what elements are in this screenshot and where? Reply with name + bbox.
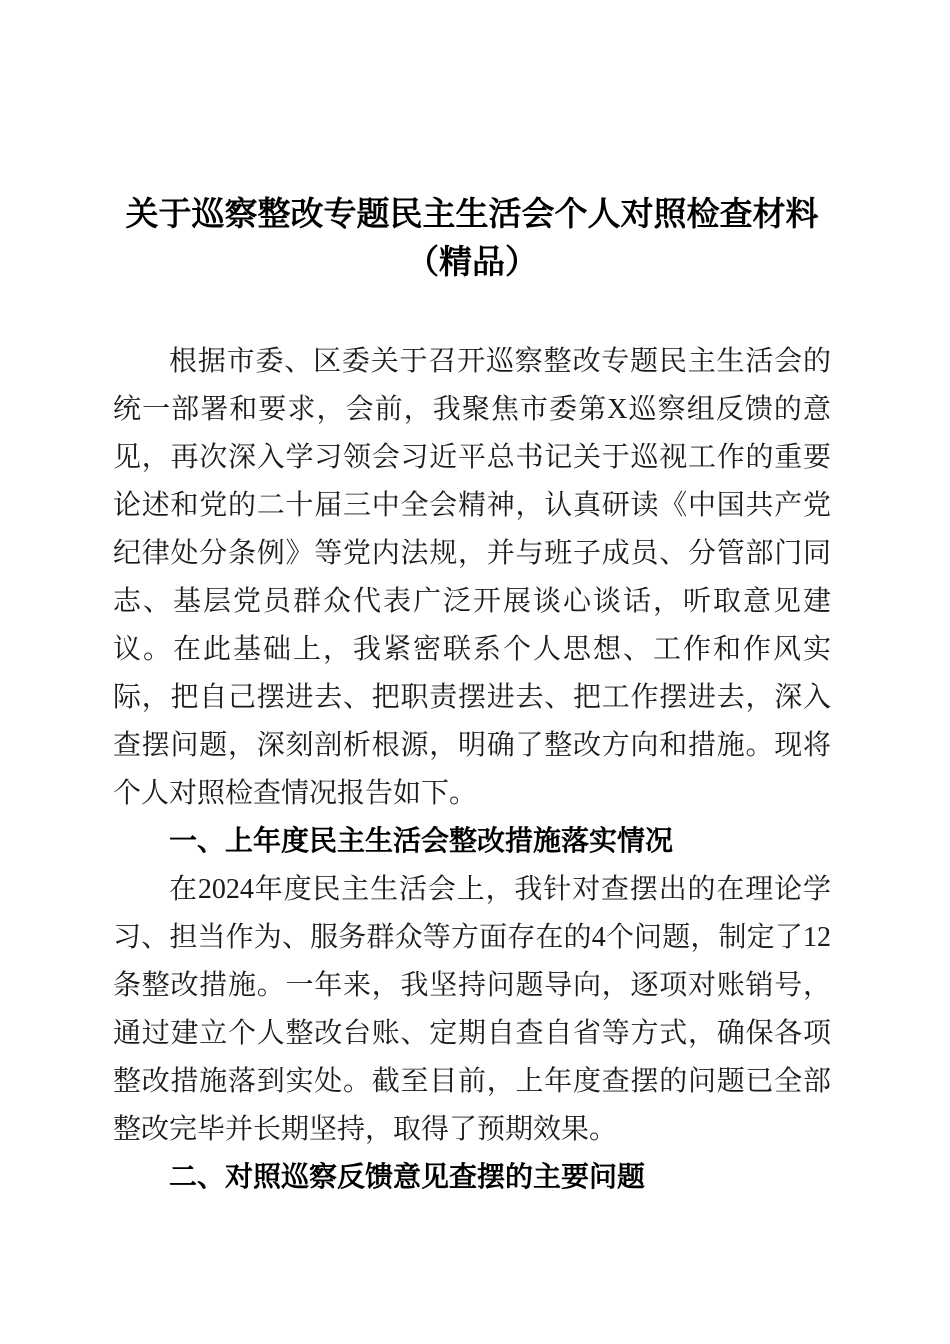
document-content — [113, 0, 831, 1202]
page-title-line-2: （精品） — [406, 243, 538, 280]
page-title — [113, 0, 831, 286]
heading-section-one: 一、上年度民主生活会整改措施落实情况 — [169, 826, 674, 857]
page-title-line-1: 关于巡察整改专题民主生活会个人对照检查材料 — [125, 195, 819, 232]
heading-section-two: 二、对照巡察反馈意见查摆的主要问题 — [169, 1162, 646, 1193]
section-one-paragraph: 在2024年度民主生活会上，我针对查摆出的在理论学习、担当作为、服务群众等方面存在的4个问题，制定了12条整改措施。一年来，我坚持问题导向，逐项对账销号，通过建立个人整改台账、定期自查自省等方式，确保各项整改措施落到实处。截至目前，上年度查摆的问题已全部整改完毕并长期坚持，取得了预期效果。 — [113, 874, 831, 1145]
intro-paragraph: 根据市委、区委关于召开巡察整改专题民主生活会的统一部署和要求，会前，我聚焦市委第X巡察组反馈的意见，再次深入学习领会习近平总书记关于巡视工作的重要论述和党的二十届三中全会精神，认真研读《中国共产党纪律处分条例》等党内法规，并与班子成员、分管部门同志、基层党员群众代表广泛开展谈心谈话，听取意见建议。在此基础上，我紧密联系个人思想、工作和作风实际，把自己摆进去、把职责摆进去、把工作摆进去，深入查摆问题，深刻剖析根源，明确了整改方向和措施。现将个人对照检查情况报告如下。 — [113, 346, 831, 809]
